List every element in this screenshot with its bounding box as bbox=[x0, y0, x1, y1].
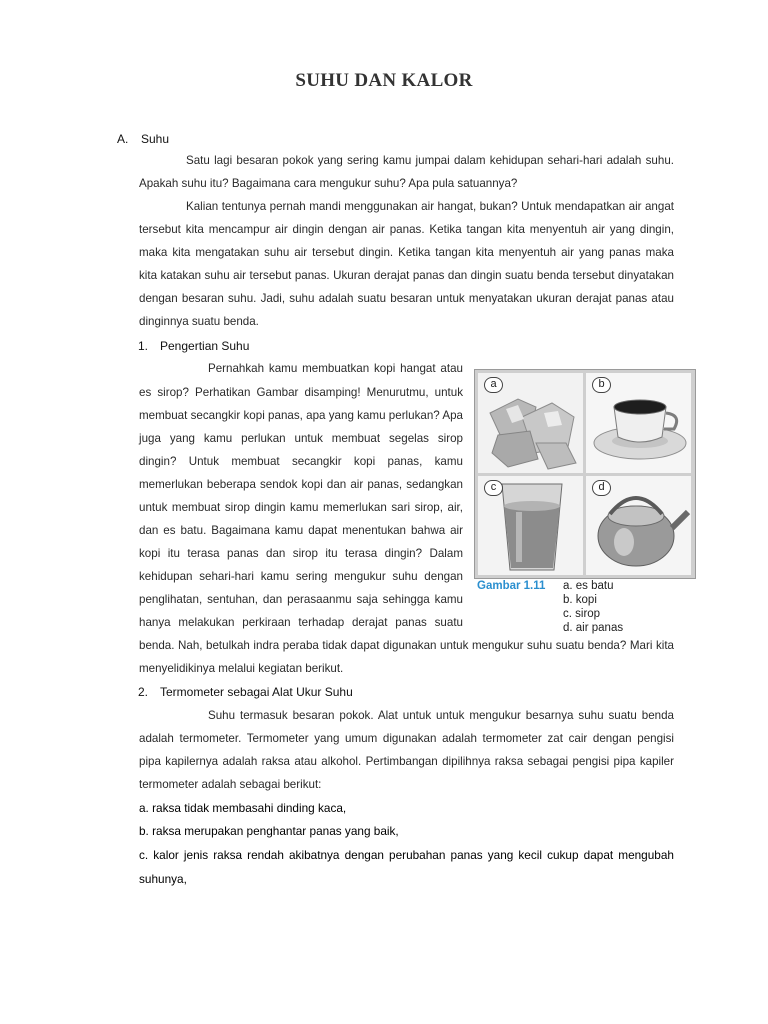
paragraph-line: termometer adalah sebagai berikut: bbox=[139, 778, 322, 791]
paragraph-line: kehidupan sehari-hari kamu sering mengukur suhu dengan bbox=[139, 570, 463, 583]
badge-d: d bbox=[592, 480, 611, 496]
section-2-heading bbox=[138, 685, 353, 699]
paragraph-line: es sirop? Perhatikan Gambar disamping! Menurutmu, untuk bbox=[139, 386, 463, 399]
paragraph-line: menyelidikinya melalui kegiatan berikut. bbox=[139, 662, 344, 675]
paragraph-line: Satu lagi besaran pokok yang sering kamu jumpai dalam kehidupan sehari-hari adalah suhu. bbox=[186, 154, 674, 167]
badge-c: c bbox=[484, 480, 503, 496]
list-item: a. raksa tidak membasahi dinding kaca, bbox=[139, 801, 347, 815]
figure-panel-ice bbox=[478, 373, 583, 473]
paragraph-line: adalah termometer. Termometer yang umum digunakan adalah termometer zat cair dengan pengisi bbox=[139, 732, 674, 745]
paragraph-line: kopi itu terasa panas dan sirop itu terasa dingin? Dalam bbox=[139, 547, 463, 560]
paragraph-line: dinginnya suatu benda. bbox=[139, 315, 259, 328]
figure-panel-kettle bbox=[586, 476, 691, 575]
figure-gambar-1-11 bbox=[474, 369, 696, 579]
figure-panel-glass bbox=[478, 476, 583, 575]
list-item: b. raksa merupakan penghantar panas yang baik, bbox=[139, 824, 399, 838]
figure-caption-title: Gambar 1.11 bbox=[477, 580, 546, 592]
section-1-number: 1. bbox=[138, 339, 149, 353]
figure-panel-coffee bbox=[586, 373, 691, 473]
badge-b: b bbox=[592, 377, 611, 393]
paragraph-line: maka kita mengatakan suhu air tersebut dingin. Ketika tangan kita menyentuh air yang panas maka bbox=[139, 246, 674, 259]
paragraph-line: benda. Nah, betulkah indra peraba tidak dapat digunakan untuk mengukur suhu suatu benda? Mari kita bbox=[139, 639, 674, 652]
paragraph-line: kita katakan suhu air tersebut panas. Ukuran derajat panas dan dingin suatu benda tersebut dinyatakan bbox=[139, 269, 674, 282]
paragraph-line: pipa kapilernya adalah raksa atau alkohol. Pertimbangan dipilihnya raksa sebagai pengisi pipa kapiler bbox=[139, 755, 674, 768]
section-1-heading bbox=[138, 339, 249, 353]
page-title: SUHU DAN KALOR bbox=[295, 70, 473, 91]
figure-caption-item: a. es batu bbox=[563, 580, 614, 592]
paragraph-line: dingin? Untuk membuat secangkir kopi panas, kamu bbox=[139, 455, 463, 468]
section-a-heading bbox=[117, 132, 169, 146]
section-2-number: 2. bbox=[138, 685, 149, 699]
list-item: c. kalor jenis raksa rendah akibatnya dengan perubahan panas yang kecil cukup dapat mengubah bbox=[139, 848, 674, 862]
paragraph-line: Kalian tentunya pernah mandi menggunakan air hangat, bukan? Untuk mendapatkan air angat bbox=[186, 200, 674, 213]
badge-a: a bbox=[484, 377, 503, 393]
section-1-title: Pengertian Suhu bbox=[160, 339, 250, 353]
section-2-title: Termometer sebagai Alat Ukur Suhu bbox=[160, 685, 353, 699]
paragraph-line: dan es batu. Bagaimana kamu dapat menentukan bahwa air bbox=[139, 524, 463, 537]
paragraph-line: untuk membuat sirop dingin kamu memerlukan sari sirop, air, bbox=[139, 501, 463, 514]
paragraph-line: membuat secangkir kopi panas, apa yang kamu perlukan? Apa bbox=[139, 409, 463, 422]
paragraph-line: Suhu termasuk besaran pokok. Alat untuk untuk mengukur besarnya suhu suatu benda bbox=[208, 709, 674, 722]
paragraph-line: juga yang kamu perlukan untuk membuat segelas sirop bbox=[139, 432, 463, 445]
paragraph-line: hanya melakukan perkiraan terhadap derajat panas suatu bbox=[139, 616, 463, 629]
paragraph-line: penglihatan, sentuhan, dan perasaanmu saja sehingga kamu bbox=[139, 593, 463, 606]
figure-caption-item: b. kopi bbox=[563, 594, 597, 606]
list-item: suhunya, bbox=[139, 872, 187, 886]
section-a-number: A. bbox=[117, 132, 129, 146]
figure-caption-item: c. sirop bbox=[563, 608, 601, 620]
paragraph-line: Pernahkah kamu membuatkan kopi hangat atau bbox=[208, 362, 463, 375]
figure-caption-item: d. air panas bbox=[563, 622, 624, 634]
section-a-title: Suhu bbox=[141, 132, 170, 146]
paragraph-line: Apakah suhu itu? Bagaimana cara mengukur suhu? Apa pula satuannya? bbox=[139, 177, 518, 190]
paragraph-line: dengan besaran suhu. Jadi, suhu adalah suatu besaran untuk menyatakan ukuran derajat panas atau bbox=[139, 292, 674, 305]
paragraph-line: tersebut kita mencampur air dingin dengan air panas. Ketika tangan kita menyentuh air yang dingin, bbox=[139, 223, 674, 236]
paragraph-line: memerlukan beberapa sendok kopi dan air panas, sedangkan bbox=[139, 478, 463, 491]
